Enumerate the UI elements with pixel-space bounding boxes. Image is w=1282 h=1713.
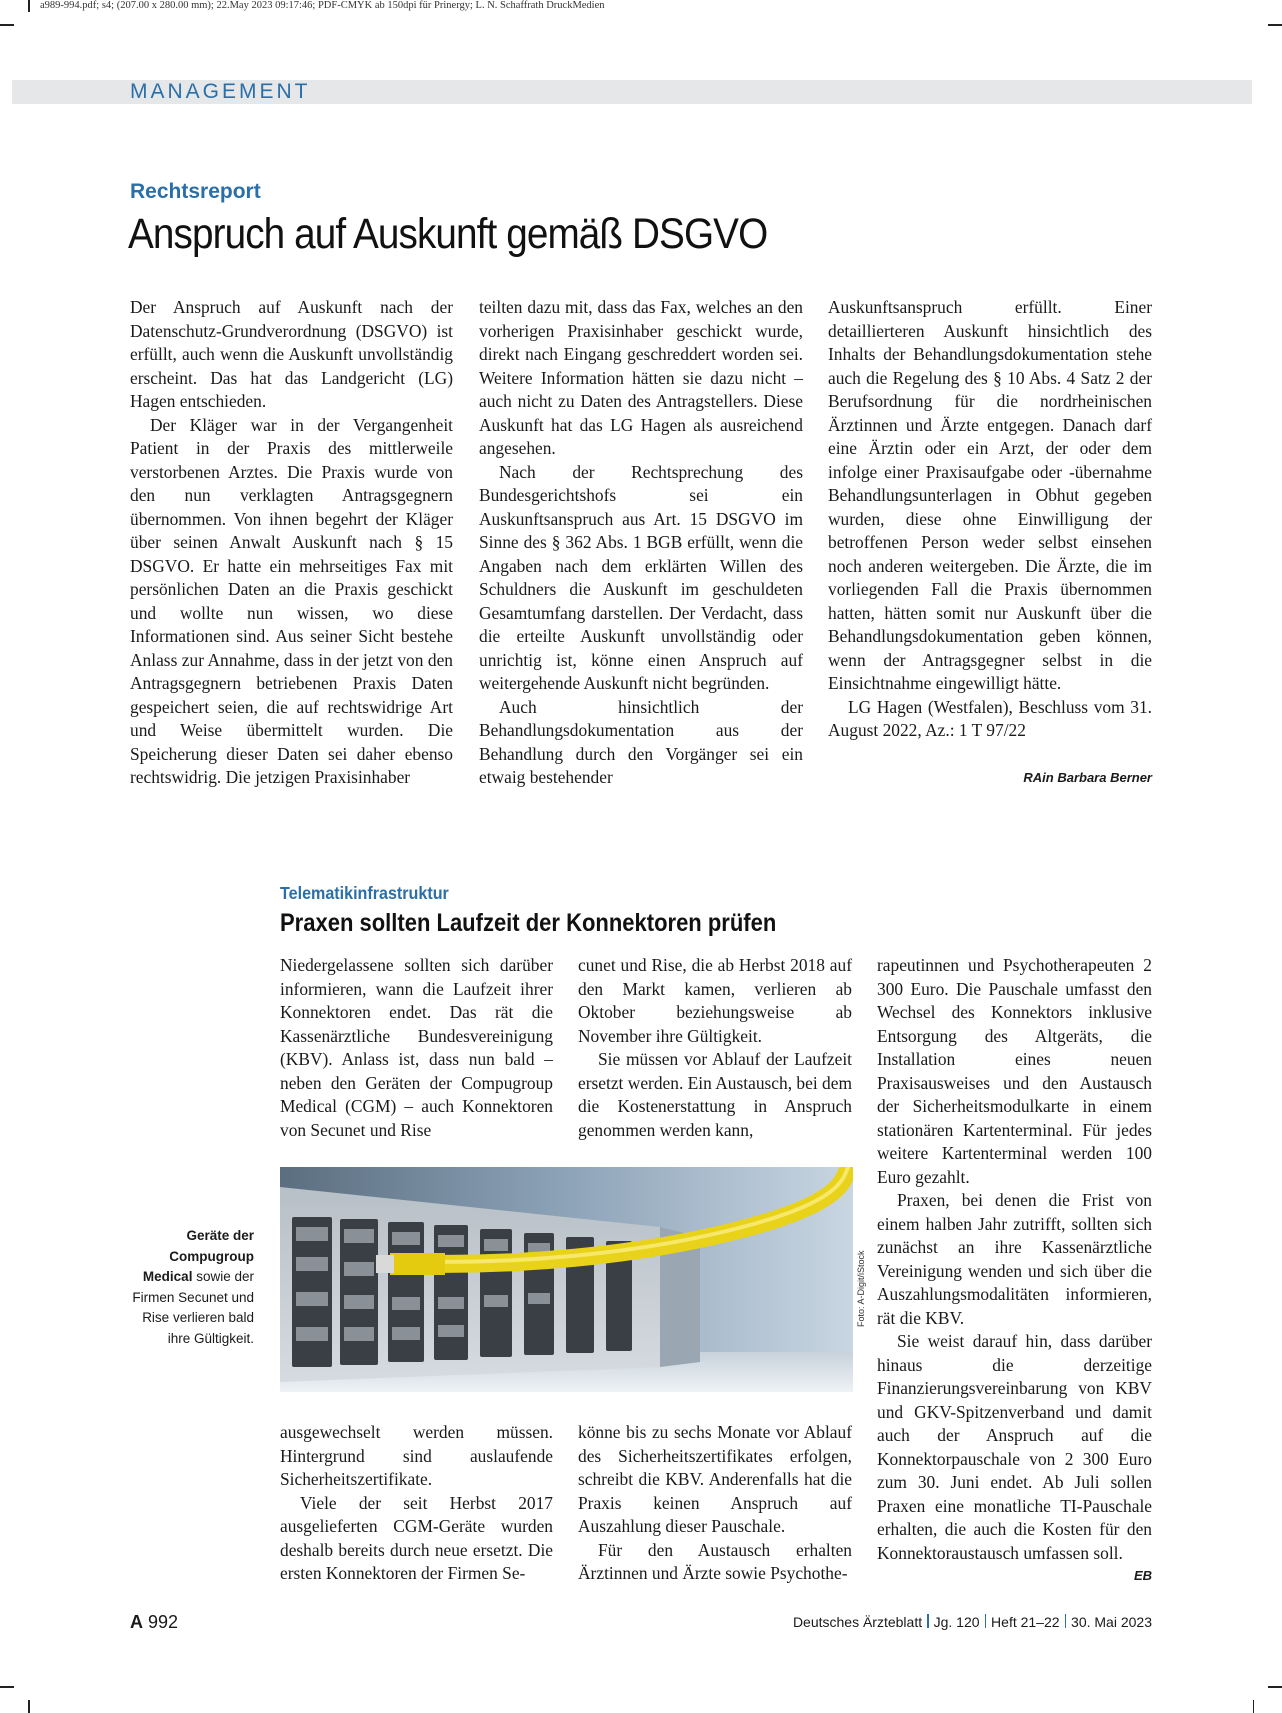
paragraph: cunet und Rise, die ab Herbst 2018 auf den Markt kamen, verlieren ab Oktober beziehungsweise ab November ihre Gültigkeit. xyxy=(578,955,852,1046)
article1-col1 xyxy=(130,296,453,790)
paragraph: rapeutinnen und Psychotherapeuten 2 300 Euro. Die Pauschale umfasst den Wechsel des Konnektors inklusive Entsorgung des Altgeräts, die Installation eines neuen Praxisausweises und den Austausch der Sicherheitsmodulkarte in einem stationären Kartenterminal. Für jedes weitere Kartenterminal werden 100 Euro gezahlt. xyxy=(877,955,1152,1187)
crop-mark xyxy=(1253,1700,1255,1713)
caption-text: sowie der Firmen Secunet und Rise verlieren bald ihre Gültigkeit. xyxy=(132,1269,254,1346)
crop-mark xyxy=(0,1686,14,1688)
paragraph: Viele der seit Herbst 2017 ausgelieferten CGM-Geräte wurden deshalb bereits durch neue ersetzt. Die ersten Konnektoren der Firmen Se- xyxy=(280,1492,553,1583)
separator xyxy=(1065,1614,1067,1628)
article2-author: EB xyxy=(1133,1568,1152,1583)
page-number xyxy=(130,1612,178,1633)
article1-kicker: Rechtsreport xyxy=(130,180,261,203)
article2-col3 xyxy=(877,954,1152,1565)
crop-mark xyxy=(0,24,14,26)
paragraph: Praxen, bei denen die Frist von einem halben Jahr zutrifft, sollten sich zunächst an ihre Kassenärztliche Vereinigung wenden und sich über die Auszahlungsmodalitäten informieren, rät die KBV. xyxy=(877,1190,1152,1328)
print-info: a989-994.pdf; s4; (207.00 x 280.00 mm); 22.May 2023 09:17:46; PDF-CMYK ab 150dpi für Prinergy; L. N. Schaffrath DruckMedien xyxy=(40,0,605,11)
crop-mark xyxy=(1268,1686,1282,1688)
paragraph: Sie weist darauf hin, dass darüber hinaus die derzeitige Finanzierungsvereinbarung von KBV und GKV-Spitzenverband und damit auch der Anspruch auf die Konnektorpauschale von 2 300 Euro zum 30. Juni endet. Ab Juli sollen Praxen eine monatliche TI-Pauschale erhalten, die auch die Kosten für den Konnektoraustausch umfassen soll. xyxy=(877,1331,1152,1563)
article1-title: Anspruch auf Auskunft gemäß DSGVO xyxy=(128,210,768,258)
crop-mark xyxy=(28,1700,30,1713)
journal-date: 30. Mai 2023 xyxy=(1071,1614,1152,1630)
paragraph: teilten dazu mit, dass das Fax, welches an den vorherigen Praxisinhaber geschickt wurde, direkt nach Eingang geschreddert worden sei. Weitere Information hätten sie dazu nicht – auch nicht zu Daten des Antragstellers. Diese Auskunft hat das LG Hagen als ausreichend angesehen. xyxy=(479,297,803,458)
article1-author: RAin Barbara Berner xyxy=(1023,770,1152,785)
paragraph: Nach der Rechtsprechung des Bundesgerichtshofs sei ein Auskunftsanspruch aus Art. 15 DSGVO im Sinne des § 362 Abs. 1 BGB erfüllt, wenn die Angaben nach dem erklärten Willen des Schuldners die Auskunft im geschuldeten Gesamtumfang darstellen. Der Verdacht, dass die erteilte Auskunft unvollständig oder unrichtig ist, könne einen Anspruch auf weitergehende Auskunft nicht begründen. xyxy=(479,461,803,693)
paragraph: könne bis zu sechs Monate vor Ablauf des Sicherheitszertifikates erfolgen, schreibt die KBV. Anderenfalls hat die Praxis keinen Anspruch auf Auszahlung dieser Pauschale. xyxy=(578,1422,852,1536)
article2-col1-bottom xyxy=(280,1421,553,1586)
journal-issue: Heft 21–22 xyxy=(991,1614,1060,1630)
paragraph: Niedergelassene sollten sich darüber informieren, wann die Laufzeit ihrer Konnektoren endet. Das rät die Kassenärztliche Bundesvereinigung (KBV). Anlass ist, dass nun bald – neben den Geräten der Compugroup Medical (CGM) – auch Konnektoren von Secunet und Rise xyxy=(280,955,553,1140)
separator xyxy=(985,1614,987,1628)
crop-mark xyxy=(1268,24,1282,26)
separator xyxy=(927,1614,929,1628)
section-label: MANAGEMENT xyxy=(130,80,311,103)
article1-col2 xyxy=(479,296,803,790)
connector-photo xyxy=(280,1167,853,1392)
paragraph: Auch hinsichtlich der Behandlungsdokumentation aus der Behandlung durch den Vorgänger sei ein etwaig bestehender xyxy=(479,696,803,787)
paragraph: LG Hagen (Westfalen), Beschluss vom 31. August 2022, Az.: 1 T 97/22 xyxy=(828,696,1152,740)
page-number-value: 992 xyxy=(148,1612,179,1632)
paragraph: ausgewechselt werden müssen. Hintergrund sind auslaufende Sicherheitszertifikate. xyxy=(280,1422,553,1489)
photo-credit: Foto: A-Digit/iStock xyxy=(856,1250,866,1327)
journal-name: Deutsches Ärzteblatt xyxy=(792,1614,923,1630)
crop-mark xyxy=(28,0,30,12)
article2-title: Praxen sollten Laufzeit der Konnektoren prüfen xyxy=(280,909,777,937)
article2-col1-top xyxy=(280,954,553,1142)
paragraph: Der Anspruch auf Auskunft nach der Datenschutz-Grundverordnung (DSGVO) ist erfüllt, auch wenn die Auskunft unvollständig erscheint. Das hat das Landgericht (LG) Hagen entschieden. xyxy=(130,297,453,411)
article1-col3 xyxy=(828,296,1152,743)
paragraph: Auskunftsanspruch erfüllt. Einer detaillierteren Auskunft hinsichtlich des Inhalts der Behandlungsdokumentation stehe auch die Regelung des § 10 Abs. 4 Satz 2 der Berufsordnung für die nordrheinischen Ärztinnen und Ärzte entgegen. Danach darf eine Ärztin oder ein Arzt, der oder dem infolge einer Praxisaufgabe oder -übernahme Behandlungsunterlagen in Obhut gegeben wurden, diese ohne Einwilligung der betroffenen Person weder selbst einsehen noch anderen weitergeben. Die Ärzte, die im vorliegenden Fall die Praxis übernommen hatten, hätten somit nur Auskunft über die Behandlungsdokumentation geben können, wenn der Antragsgegner selbst in die Einsichtnahme eingewilligt hätte. xyxy=(828,297,1152,693)
network-switch-image xyxy=(280,1167,853,1392)
article2-col2-top xyxy=(578,954,852,1142)
article2-kicker: Telematikinfrastruktur xyxy=(280,883,449,903)
paragraph: Sie müssen vor Ablauf der Laufzeit ersetzt werden. Ein Austausch, bei dem die Kostenerstattung in Anspruch genommen werden kann, xyxy=(578,1049,852,1140)
journal-volume: Jg. 120 xyxy=(933,1614,980,1630)
journal-info xyxy=(793,1614,1152,1630)
article2-col2-bottom xyxy=(578,1421,852,1586)
caption-bold: Geräte der Compugroup Medical xyxy=(142,1228,254,1284)
paragraph: Für den Austausch erhalten Ärztinnen und Ärzte sowie Psychothe- xyxy=(578,1539,852,1583)
page-prefix: A xyxy=(130,1612,143,1632)
photo-caption xyxy=(120,1226,254,1349)
paragraph: Der Kläger war in der Vergangenheit Patient in der Praxis des mittlerweile verstorbenen Arztes. Die Praxis wurde von den nun verklagten Antragsgegnern übernommen. Von ihnen begehrt der Kläger über seinen Anwalt Auskunft nach § 15 DSGVO. Er hatte ein mehrseitiges Fax mit persönlichen Daten an die Praxis geschickt und wollte nun wissen, wo diese Informationen sind. Aus seiner Sicht bestehe Anlass zur Annahme, dass in der jetzt von den Antragsgegnern betriebenen Praxis Daten gespeichert seien, die auf rechtswidrige Art und Weise übermittelt wurden. Die Speicherung dieser Daten sei daher ebenso rechtswidrig. Die jetzigen Praxisinhaber xyxy=(130,414,453,787)
